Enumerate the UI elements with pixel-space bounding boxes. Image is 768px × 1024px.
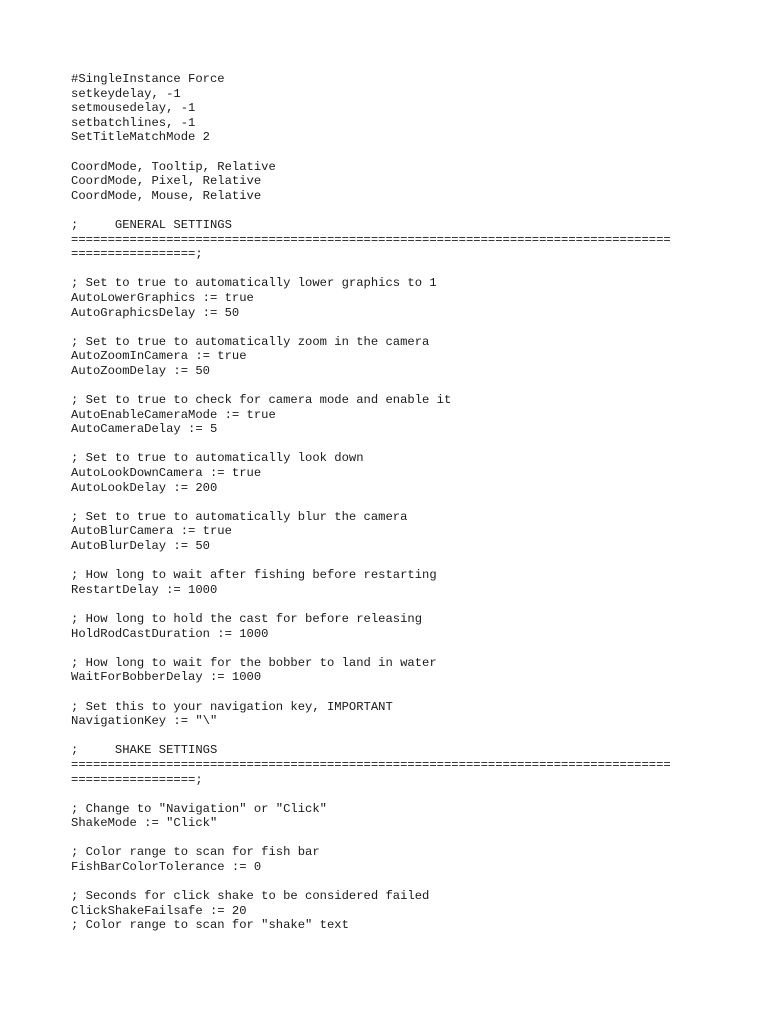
comment-line: ; Set to true to automatically blur the camera [71, 509, 408, 524]
code-line: AutoEnableCameraMode := true [71, 407, 276, 422]
blank-line [71, 641, 711, 656]
code-line: setmousedelay, -1 [71, 101, 196, 116]
code-line: AutoBlurCamera := true [71, 524, 232, 539]
code-line: WaitForBobberDelay := 1000 [71, 670, 262, 685]
separator-line: ================================================================================== [71, 232, 671, 247]
separator-line: =================; [71, 772, 203, 787]
blank-line [71, 437, 711, 452]
blank-line [71, 203, 711, 218]
blank-line [71, 597, 711, 612]
comment-line: ; Set to true to automatically look down [71, 451, 364, 466]
script-document [71, 72, 711, 933]
code-line: AutoBlurDelay := 50 [71, 539, 210, 553]
blank-line [71, 831, 711, 846]
separator-line: ================================================================================== [71, 757, 671, 772]
comment-line: ; Set this to your navigation key, IMPORTANT [71, 699, 393, 714]
comment-line: ; How long to wait after fishing before restarting [71, 568, 437, 583]
code-line: FishBarColorTolerance := 0 [71, 860, 262, 875]
code-line: AutoZoomDelay := 50 [71, 363, 210, 378]
code-line: CoordMode, Mouse, Relative [71, 188, 262, 203]
code-line: setbatchlines, -1 [71, 115, 196, 130]
blank-line [71, 495, 711, 510]
code-line: AutoZoomInCamera := true [71, 349, 247, 364]
code-line: HoldRodCastDuration := 1000 [71, 626, 269, 641]
comment-line: ; SHAKE SETTINGS [71, 743, 218, 758]
blank-line [71, 378, 711, 393]
comment-line: ; How long to wait for the bobber to land in water [71, 655, 437, 670]
blank-line [71, 145, 711, 160]
code-line: AutoLookDownCamera := true [71, 466, 262, 481]
code-line: AutoLookDelay := 200 [71, 480, 218, 495]
blank-line [71, 320, 711, 335]
blank-line [71, 685, 711, 700]
code-line: AutoGraphicsDelay := 50 [71, 305, 240, 320]
code-line: NavigationKey := "\" [71, 714, 218, 729]
code-line: CoordMode, Tooltip, Relative [71, 159, 276, 174]
code-line: ClickShakeFailsafe := 20 [71, 903, 247, 918]
comment-line: ; Set to true to check for camera mode and enable it [71, 393, 452, 408]
blank-line [71, 554, 711, 569]
code-line: CoordMode, Pixel, Relative [71, 174, 262, 189]
blank-line [71, 875, 711, 890]
blank-line [71, 262, 711, 277]
code-line: setkeydelay, -1 [71, 86, 181, 101]
code-line: AutoLowerGraphics := true [71, 290, 254, 305]
comment-line: ; How long to hold the cast for before releasing [71, 611, 423, 626]
code-line: RestartDelay := 1000 [71, 582, 218, 597]
comment-line: ; GENERAL SETTINGS [71, 217, 232, 232]
blank-line [71, 787, 711, 802]
code-line: ShakeMode := "Click" [71, 816, 218, 831]
comment-line: ; Color range to scan for fish bar [71, 845, 320, 860]
comment-line: ; Seconds for click shake to be considered failed [71, 889, 430, 904]
comment-line: ; Set to true to automatically lower graphics to 1 [71, 276, 437, 291]
comment-line: ; Color range to scan for "shake" text [71, 918, 349, 933]
blank-line [71, 729, 711, 744]
code-line: #SingleInstance Force [71, 72, 225, 86]
comment-line: ; Change to "Navigation" or "Click" [71, 801, 327, 816]
code-line: AutoCameraDelay := 5 [71, 422, 218, 437]
separator-line: =================; [71, 247, 203, 262]
comment-line: ; Set to true to automatically zoom in the camera [71, 334, 430, 349]
code-line: SetTitleMatchMode 2 [71, 130, 210, 145]
